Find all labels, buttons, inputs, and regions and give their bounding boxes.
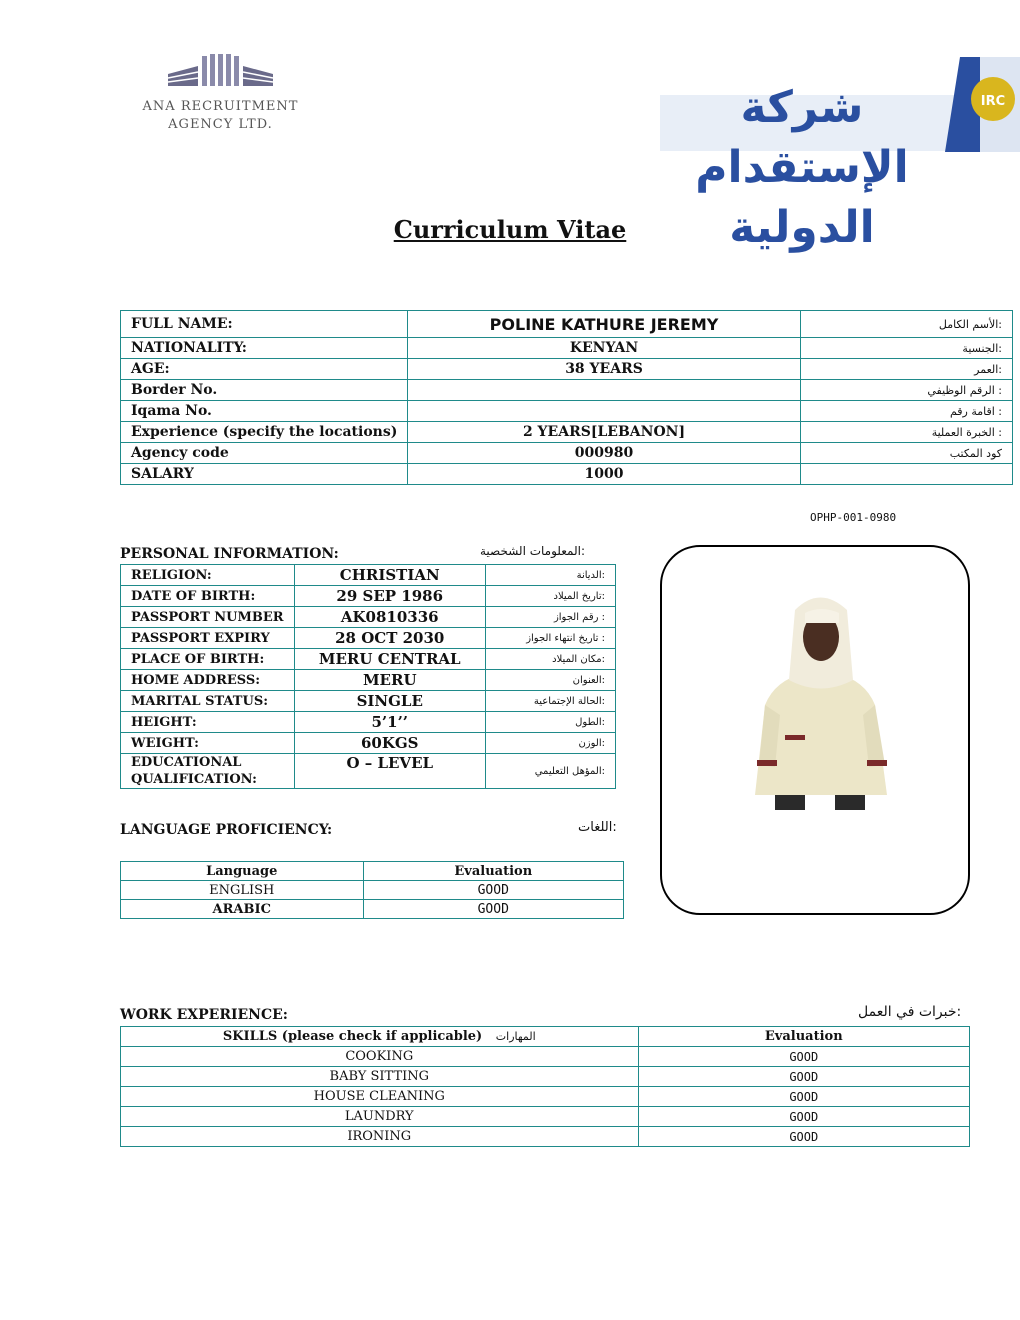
ana-logo-line2: AGENCY LTD. xyxy=(168,117,273,132)
skill-name: COOKING xyxy=(121,1047,639,1067)
irc-logo-arabic: شركة الإستقدام الدولية xyxy=(695,82,909,253)
personal-row xyxy=(121,670,616,691)
language-table xyxy=(120,861,624,919)
personal-row-label: EDUCATIONAL QUALIFICATION: xyxy=(121,754,295,789)
main-row-label: NATIONALITY: xyxy=(121,338,408,359)
skill-row xyxy=(121,1087,970,1107)
personal-row-arabic: :الطول xyxy=(485,712,615,733)
main-row xyxy=(121,443,1013,464)
personal-row-arabic: : تاريخ انتهاء الجواز xyxy=(485,628,615,649)
language-header-row xyxy=(121,862,624,881)
col-language: Language xyxy=(121,862,364,881)
main-row xyxy=(121,401,1013,422)
personal-row-label: HEIGHT: xyxy=(121,712,295,733)
personal-row-arabic: :المؤهل التعليمي xyxy=(485,754,615,789)
skill-evaluation: GOOD xyxy=(638,1067,969,1087)
main-row-arabic: : الرقم الوظيفي xyxy=(800,380,1012,401)
main-row-value xyxy=(408,380,800,401)
main-row xyxy=(121,311,1013,338)
personal-row-value: 60KGS xyxy=(294,733,485,754)
main-row xyxy=(121,464,1013,485)
skill-row xyxy=(121,1127,970,1147)
personal-row-label: HOME ADDRESS: xyxy=(121,670,295,691)
language-title-ar: :اللغات xyxy=(578,820,617,835)
skill-row xyxy=(121,1107,970,1127)
personal-row-arabic: : رقم الجواز xyxy=(485,607,615,628)
language-row xyxy=(121,881,624,900)
personal-row-label: DATE OF BIRTH: xyxy=(121,586,295,607)
skill-row xyxy=(121,1067,970,1087)
personal-row-label: PASSPORT EXPIRY xyxy=(121,628,295,649)
ana-logo-text xyxy=(128,98,313,134)
main-row-value: POLINE KATHURE JEREMY xyxy=(408,311,800,338)
work-title: WORK EXPERIENCE: xyxy=(120,1007,288,1023)
personal-row-value: 28 OCT 2030 xyxy=(294,628,485,649)
personal-row-value: O – LEVEL xyxy=(294,754,485,789)
language-evaluation: GOOD xyxy=(363,900,623,919)
personal-row-value: AK0810336 xyxy=(294,607,485,628)
main-row-value: 1000 xyxy=(408,464,800,485)
personal-row xyxy=(121,649,616,670)
skill-evaluation: GOOD xyxy=(638,1127,969,1147)
personal-row-arabic: :الحالة الإجتماعية xyxy=(485,691,615,712)
skill-name: BABY SITTING xyxy=(121,1067,639,1087)
personal-row-value: 29 SEP 1986 xyxy=(294,586,485,607)
main-row xyxy=(121,359,1013,380)
personal-row xyxy=(121,754,616,789)
personal-row-arabic: :العنوان xyxy=(485,670,615,691)
personal-info-title-ar: :المعلومات الشخصية xyxy=(480,544,586,558)
main-info-table xyxy=(120,310,1013,485)
personal-row-value: 5’1’’ xyxy=(294,712,485,733)
main-row-label: FULL NAME: xyxy=(121,311,408,338)
main-row-arabic: :الأسم الكامل xyxy=(800,311,1012,338)
personal-row xyxy=(121,733,616,754)
skill-name: IRONING xyxy=(121,1127,639,1147)
personal-row xyxy=(121,586,616,607)
skill-name: LAUNDRY xyxy=(121,1107,639,1127)
col-skills-ar: المهارات xyxy=(495,1030,536,1043)
col-evaluation: Evaluation xyxy=(363,862,623,881)
language-name: ENGLISH xyxy=(121,881,364,900)
language-row xyxy=(121,900,624,919)
ana-logo-line1: ANA RECRUITMENT xyxy=(142,99,299,114)
candidate-photo xyxy=(735,585,905,810)
col-skills-label: SKILLS (please check if applicable) xyxy=(222,1029,483,1044)
language-name: ARABIC xyxy=(121,900,364,919)
skill-evaluation: GOOD xyxy=(638,1047,969,1067)
skills-header-row xyxy=(121,1027,970,1047)
main-row-arabic: :الجنسية xyxy=(800,338,1012,359)
main-row-label: Experience (specify the locations) xyxy=(121,422,408,443)
irc-badge-text: IRC xyxy=(980,94,1006,109)
reference-code: OPHP-001-0980 xyxy=(810,511,897,524)
page-title: Curriculum Vitae xyxy=(393,215,627,244)
personal-row-arabic: :الديانة xyxy=(485,565,615,586)
personal-row-label: MARITAL STATUS: xyxy=(121,691,295,712)
main-row-value: 38 YEARS xyxy=(408,359,800,380)
skill-evaluation: GOOD xyxy=(638,1107,969,1127)
main-row xyxy=(121,422,1013,443)
main-row-value xyxy=(408,401,800,422)
main-row-arabic: :العمر xyxy=(800,359,1012,380)
main-row-label: Agency code xyxy=(121,443,408,464)
main-row xyxy=(121,338,1013,359)
skills-table xyxy=(120,1026,970,1147)
skill-row xyxy=(121,1047,970,1067)
col-skills xyxy=(121,1027,639,1047)
personal-row-label: RELIGION: xyxy=(121,565,295,586)
personal-row-value: CHRISTIAN xyxy=(294,565,485,586)
personal-row-value: MERU CENTRAL xyxy=(294,649,485,670)
main-row-arabic xyxy=(800,464,1012,485)
main-row xyxy=(121,380,1013,401)
main-row-arabic: : اقامة رقم xyxy=(800,401,1012,422)
col-evaluation: Evaluation xyxy=(638,1027,969,1047)
personal-row xyxy=(121,628,616,649)
personal-info-title: PERSONAL INFORMATION: xyxy=(120,546,339,562)
personal-row-value: SINGLE xyxy=(294,691,485,712)
personal-row-value: MERU xyxy=(294,670,485,691)
main-row-value: KENYAN xyxy=(408,338,800,359)
main-row-value: 2 YEARS[LEBANON] xyxy=(408,422,800,443)
skill-evaluation: GOOD xyxy=(638,1087,969,1107)
main-row-arabic: : الخبرة العملية xyxy=(800,422,1012,443)
personal-row-arabic: :تاريخ الميلاد xyxy=(485,586,615,607)
personal-row xyxy=(121,691,616,712)
personal-row-arabic: :الوزن xyxy=(485,733,615,754)
personal-row-label: WEIGHT: xyxy=(121,733,295,754)
language-evaluation: GOOD xyxy=(363,881,623,900)
personal-row-arabic: :مكان الميلاد xyxy=(485,649,615,670)
language-title: LANGUAGE PROFICIENCY: xyxy=(120,822,333,838)
personal-info-table xyxy=(120,564,616,789)
main-row-label: AGE: xyxy=(121,359,408,380)
personal-row-label: PASSPORT NUMBER xyxy=(121,607,295,628)
main-row-label: SALARY xyxy=(121,464,408,485)
personal-row xyxy=(121,607,616,628)
work-title-ar: :خبرات في العمل xyxy=(858,1004,962,1020)
personal-row xyxy=(121,565,616,586)
skill-name: HOUSE CLEANING xyxy=(121,1087,639,1107)
main-row-arabic: كود المكتب xyxy=(800,443,1012,464)
personal-row xyxy=(121,712,616,733)
personal-row-label: PLACE OF BIRTH: xyxy=(121,649,295,670)
main-row-value: 000980 xyxy=(408,443,800,464)
main-row-label: Border No. xyxy=(121,380,408,401)
main-row-label: Iqama No. xyxy=(121,401,408,422)
